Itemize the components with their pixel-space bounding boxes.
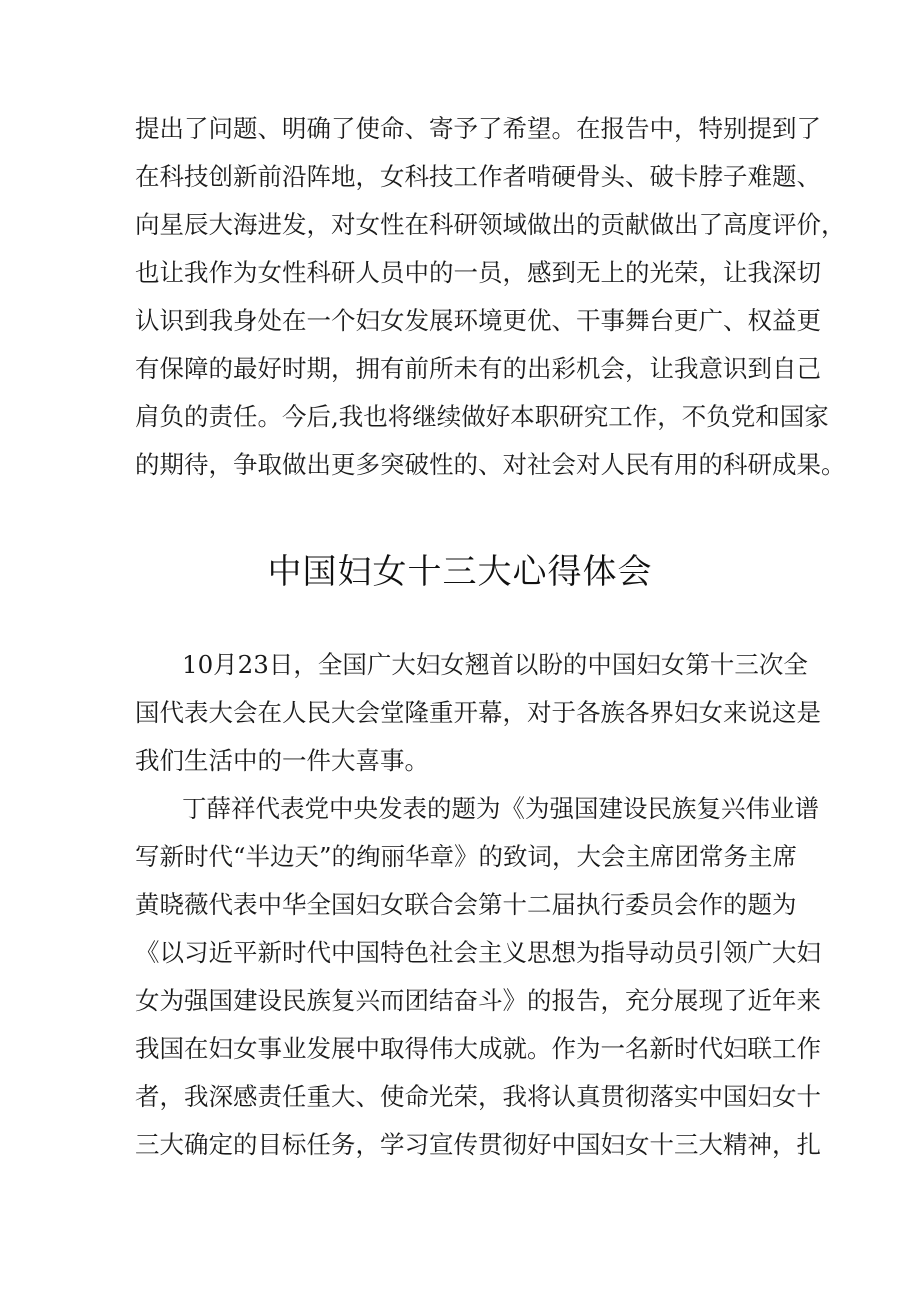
paragraph-line: 10月23日，全国广大妇女翘首以盼的中国妇女第十三次全 (182, 650, 808, 679)
paragraph-line: 认识到我身处在一个妇女发展环境更优、干事舞台更广、权益更 (135, 306, 821, 335)
paragraph-line: 的期待，争取做出更多突破性的、对社会对人民有用的科研成果。 (135, 450, 846, 479)
paragraph-line: 写新时代“半边天”的绚丽华章》的致词，大会主席团常务主席 (135, 842, 798, 871)
paragraph-line: 三大确定的目标任务，学习宣传贯彻好中国妇女十三大精神，扎 (135, 1130, 821, 1159)
paragraph-line: 黄晓薇代表中华全国妇女联合会第十二届执行委员会作的题为 (135, 890, 797, 919)
paragraph-line: 国代表大会在人民大会堂隆重开幕，对于各族各界妇女来说这是 (135, 698, 821, 727)
paragraph-line: 在科技创新前沿阵地，女科技工作者啃硬骨头、破卡脖子难题、 (135, 162, 821, 191)
paragraph-line: 提出了问题、明确了使命、寄予了希望。在报告中，特别提到了 (135, 114, 821, 143)
section-heading: 中国妇女十三大心得体会 (267, 552, 653, 592)
paragraph-line: 者，我深感责任重大、使命光荣，我将认真贯彻落实中国妇女十 (135, 1082, 821, 1111)
paragraph-line: 我国在妇女事业发展中取得伟大成就。作为一名新时代妇联工作 (135, 1034, 821, 1063)
paragraph-line: 我们生活中的一件大喜事。 (135, 746, 429, 775)
paragraph-line: 肩负的责任。今后,我也将继续做好本职研究工作，不负党和国家 (135, 402, 829, 431)
paragraph-line: 也让我作为女性科研人员中的一员，感到无上的光荣，让我深切 (135, 258, 821, 287)
paragraph-line: 《以习近平新时代中国特色社会主义思想为指导动员引领广大妇 (135, 938, 821, 967)
paragraph-line: 有保障的最好时期，拥有前所未有的出彩机会，让我意识到自己 (135, 354, 821, 383)
paragraph-line: 丁薛祥代表党中央发表的题为《为强国建设民族复兴伟业谱 (182, 794, 819, 823)
paragraph-line: 向星辰大海进发，对女性在科研领域做出的贡献做出了高度评价， (135, 210, 846, 239)
paragraph-line: 女为强国建设民族复兴而团结奋斗》的报告，充分展现了近年来 (135, 986, 821, 1015)
